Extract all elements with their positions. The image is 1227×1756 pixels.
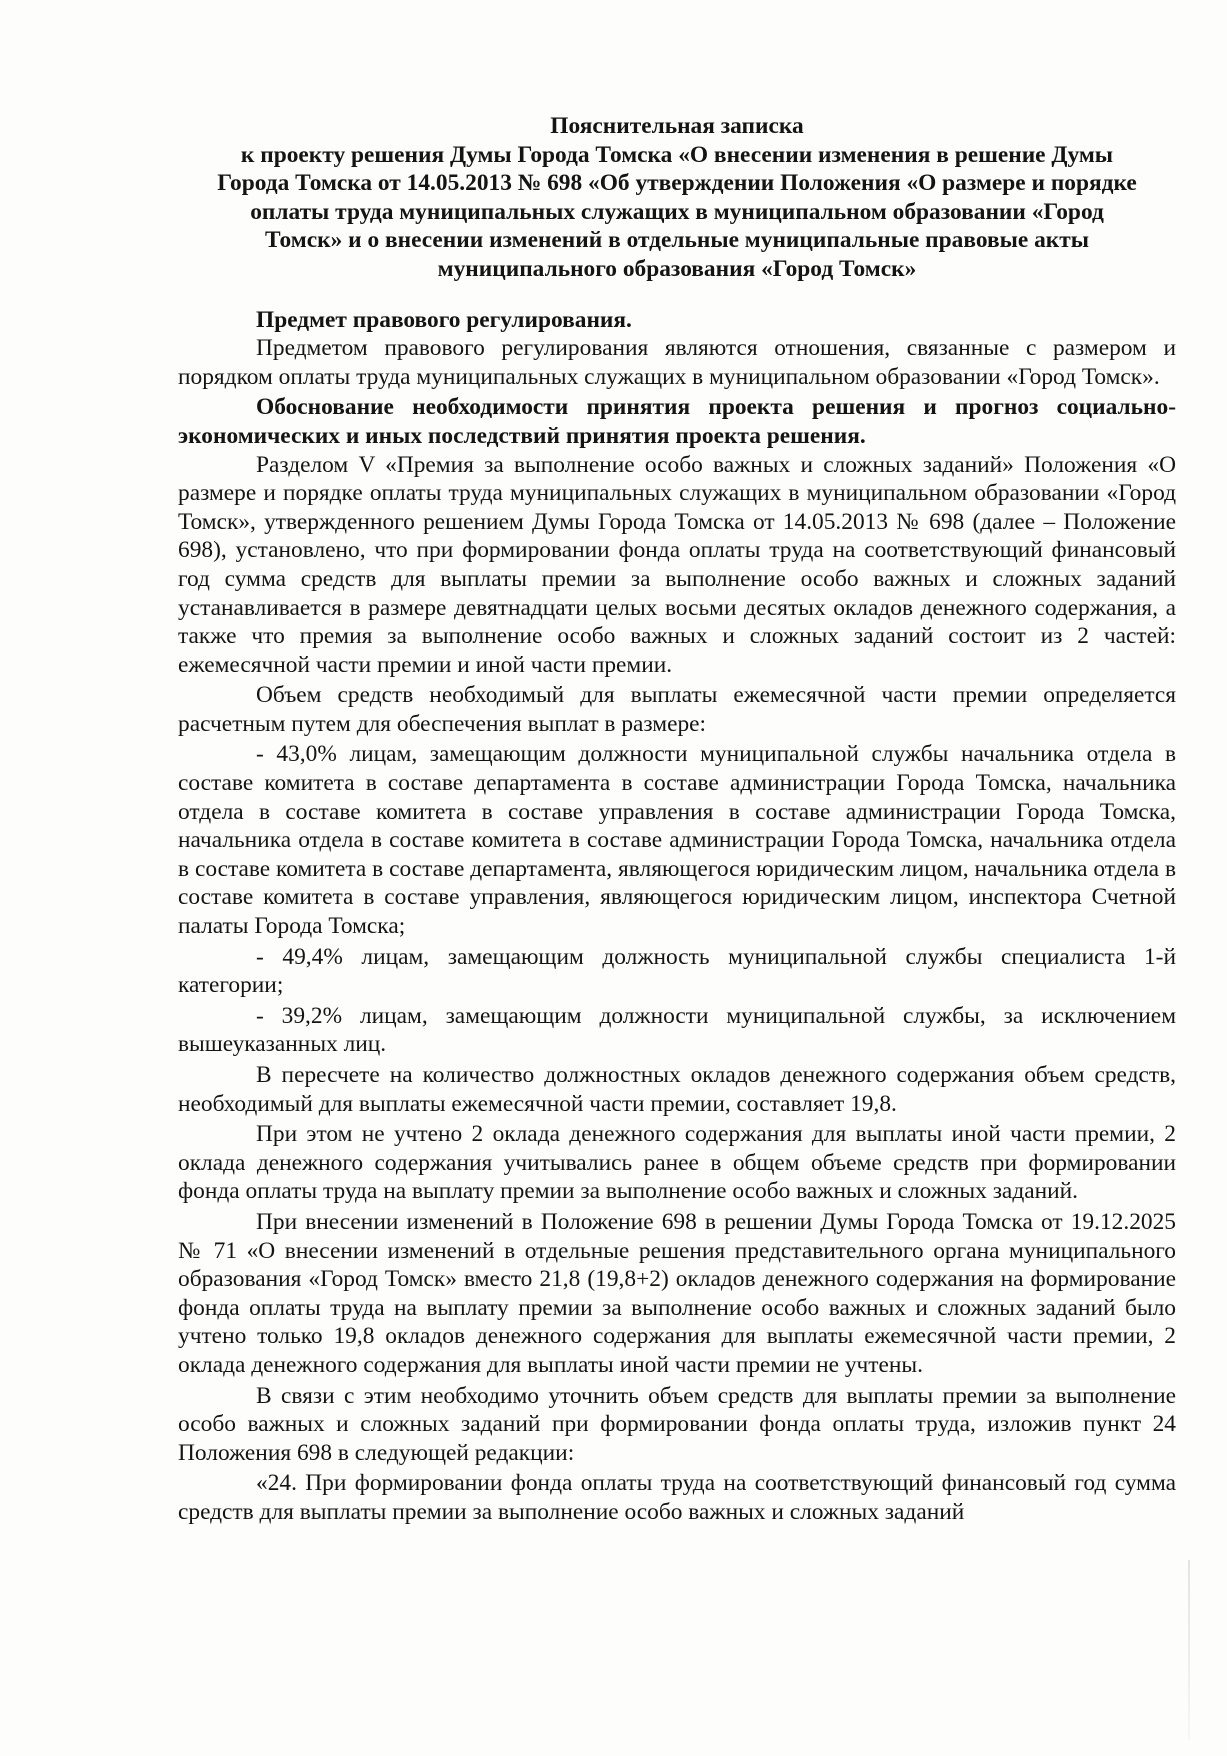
scan-edge-mark (1188, 1560, 1190, 1740)
paragraph: Разделом V «Премия за выполнение особо важных и сложных заданий» Положения «О размере и порядке оплаты труда муниципальных служащих в муниципальном образовании «Город Томск», утвержденного решением Думы Города Томска от 14.05.2013 № 698 (далее – Положение 698), установлено, что при формировании фонда оплаты труда на соответствующий финансовый год сумма средств для выплаты премии за выполнение особо важных и сложных заданий устанавливается в размере девятнадцати целых восьми десятых окладов денежного содержания, а также что премия за выполнение особо важных и сложных заданий состоит из 2 частей: ежемесячной части премии и иной части премии. (178, 451, 1176, 678)
title-line: Города Томска от 14.05.2013 № 698 «Об утверждении Положения «О размере и порядке (217, 170, 1137, 197)
list-item: - 43,0% лицам, замещающим должности муниципальной службы начальника отдела в составе комитета в составе департамента в составе администрации Города Томска, начальника отдела в составе комитета в составе управления в составе администрации Города Томска, начальника отдела в составе комитета в составе администрации Города Томска, начальника отдела в составе комитета в составе департамента, являющегося юридическим лицом, начальника отдела в составе комитета в составе управления, являющегося юридическим лицом, инспектора Счетной палаты Города Томска; (178, 741, 1176, 940)
paragraph: В пересчете на количество должностных окладов денежного содержания объем средств, необходимый для выплаты ежемесячной части премии, составляет 19,8. (178, 1062, 1176, 1117)
paragraph: «24. При формировании фонда оплаты труда на соответствующий финансовый год сумма средств для выплаты премии за выполнение особо важных и сложных заданий (178, 1470, 1176, 1525)
title-line: Пояснительная записка (550, 113, 804, 139)
section-heading-justification: Обоснование необходимости принятия проекта решения и прогноз социально-экономических и иных последствий принятия проекта решения. (178, 394, 1176, 449)
paragraph-subject: Предметом правового регулирования являются отношения, связанные с размером и порядком оплаты труда муниципальных служащих в муниципальном образовании «Город Томск». (178, 335, 1176, 390)
list-item: - 39,2% лицам, замещающим должности муниципальной службы, за исключением вышеуказанных лиц. (178, 1002, 1176, 1058)
document-body (178, 112, 1176, 1527)
title-line: муниципального образования «Город Томск» (437, 255, 917, 282)
document-title (178, 112, 1176, 284)
paragraph: Объем средств необходимый для выплаты ежемесячной части премии определяется расчетным путем для обеспечения выплат в размере: (178, 682, 1176, 737)
title-line: Томск» и о внесении изменений в отдельные муниципальные правовые акты (264, 227, 1090, 254)
section-heading-subject: Предмет правового регулирования. (256, 306, 632, 333)
list-item: - 49,4% лицам, замещающим должность муниципальной службы специалиста 1-й категории; (178, 943, 1176, 999)
title-line: оплаты труда муниципальных служащих в муниципальном образовании «Город (250, 198, 1104, 225)
paragraph: При внесении изменений в Положение 698 в решении Думы Города Томска от 19.12.2025 № 71 «О внесении изменений в отдельные решения представительного органа муниципального образования «Город Томск» вместо 21,8 (19,8+2) окладов денежного содержания на формирование фонда оплаты труда на выплату премии за выполнение особо важных и сложных заданий было учтено только 19,8 окладов денежного содержания для выплаты ежемесячной части премии, 2 оклада денежного содержания для выплаты иной части премии не учтены. (178, 1208, 1176, 1378)
paragraph: В связи с этим необходимо уточнить объем средств для выплаты премии за выполнение особо важных и сложных заданий при формировании фонда оплаты труда, изложив пункт 24 Положения 698 в следующей редакции: (178, 1382, 1176, 1466)
title-line: к проекту решения Думы Города Томска «О внесении изменения в решение Думы (240, 141, 1114, 168)
paragraph: При этом не учтено 2 оклада денежного содержания для выплаты иной части премии, 2 оклада денежного содержания учитывались ранее в общем объеме средств при формировании фонда оплаты труда на выплату премии за выполнение особо важных и сложных заданий. (178, 1121, 1176, 1205)
